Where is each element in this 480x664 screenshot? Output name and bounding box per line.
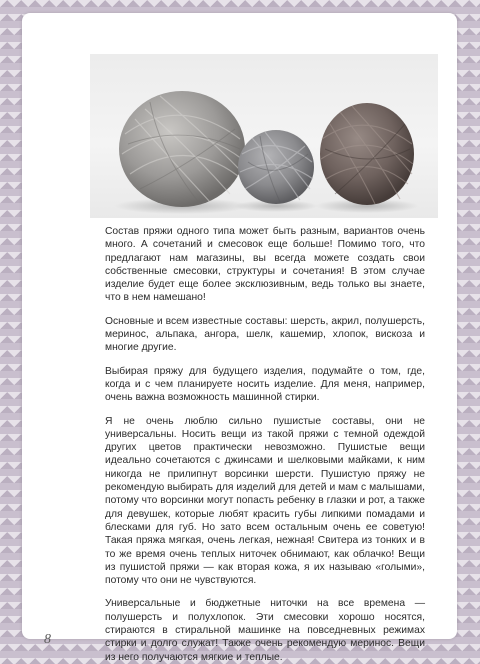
light-gray-ball: [119, 91, 245, 207]
book-page: [22, 13, 457, 663]
paragraph-yarn-composition: Состав пряжи одного типа может быть разным, вариантов очень много. А сочетаний и смесовок еще больше! Помимо того, что предлагают нам магазины, вы всегда можете создать свои собственные смесовки, структуры и сочетания! В этом случае изделие будет еще более эксклюзивным, ведь только вы знаете, что в нем намешано!: [105, 226, 425, 304]
body-text: [105, 225, 425, 664]
paragraph-fluffy-yarn: Я не очень люблю сильно пушистые составы, они не универсальны. Носить вещи из такой пряжи с темной одеждой других цветов практически невозможно. Пушистые вещи идеально сочетаются с джинсами и шелковыми майками, к ним никогда не прилипнут ворсинки шерсти. Пушистую пряжу не рекомендую выбирать для изделий для детей и мам с малышами, потому что ворсинки могут попасть ребенку в глазки и рот, а также для девушек, которые любят красить губы липкими помадами и блесками для губ. Но зато всем остальным очень ее советую! Такая пряжа мягкая, очень легкая, нежная! Свитера из тонких и в то же время очень теплых ниточек обнимают, как облачко! Вещи из пушистой пряжи — как вторая кожа, я их называю «голыми», потому что они не чувствуются.: [105, 415, 425, 587]
yarn-balls-photo: [90, 54, 438, 218]
paragraph-universal-yarn: Универсальные и бюджетные ниточки на все времена — полушерсть и полухлопок. Эти смесовки хорошо носятся, стираются в стиральной машинке на повседневных режимах стирки и долго служат! Также очень рекомендую меринос. Вещи из него получаются мягкие и теплые.: [105, 598, 425, 663]
yarn-balls-illustration: [90, 54, 438, 218]
page-number: 8: [44, 632, 51, 647]
paragraph-main-compositions: Основные и всем известные составы: шерсть, акрил, полушерсть, меринос, альпака, ангора, шелк, кашемир, хлопок, вискоза и многие другие.: [105, 315, 425, 354]
medium-gray-ball: [238, 130, 314, 204]
brown-ball: [320, 103, 414, 205]
paragraph-choosing-yarn: Выбирая пряжу для будущего изделия, подумайте о том, где, когда и с чем планируете носить изделие. Для меня, например, очень важна возможность машинной стирки.: [105, 365, 425, 404]
